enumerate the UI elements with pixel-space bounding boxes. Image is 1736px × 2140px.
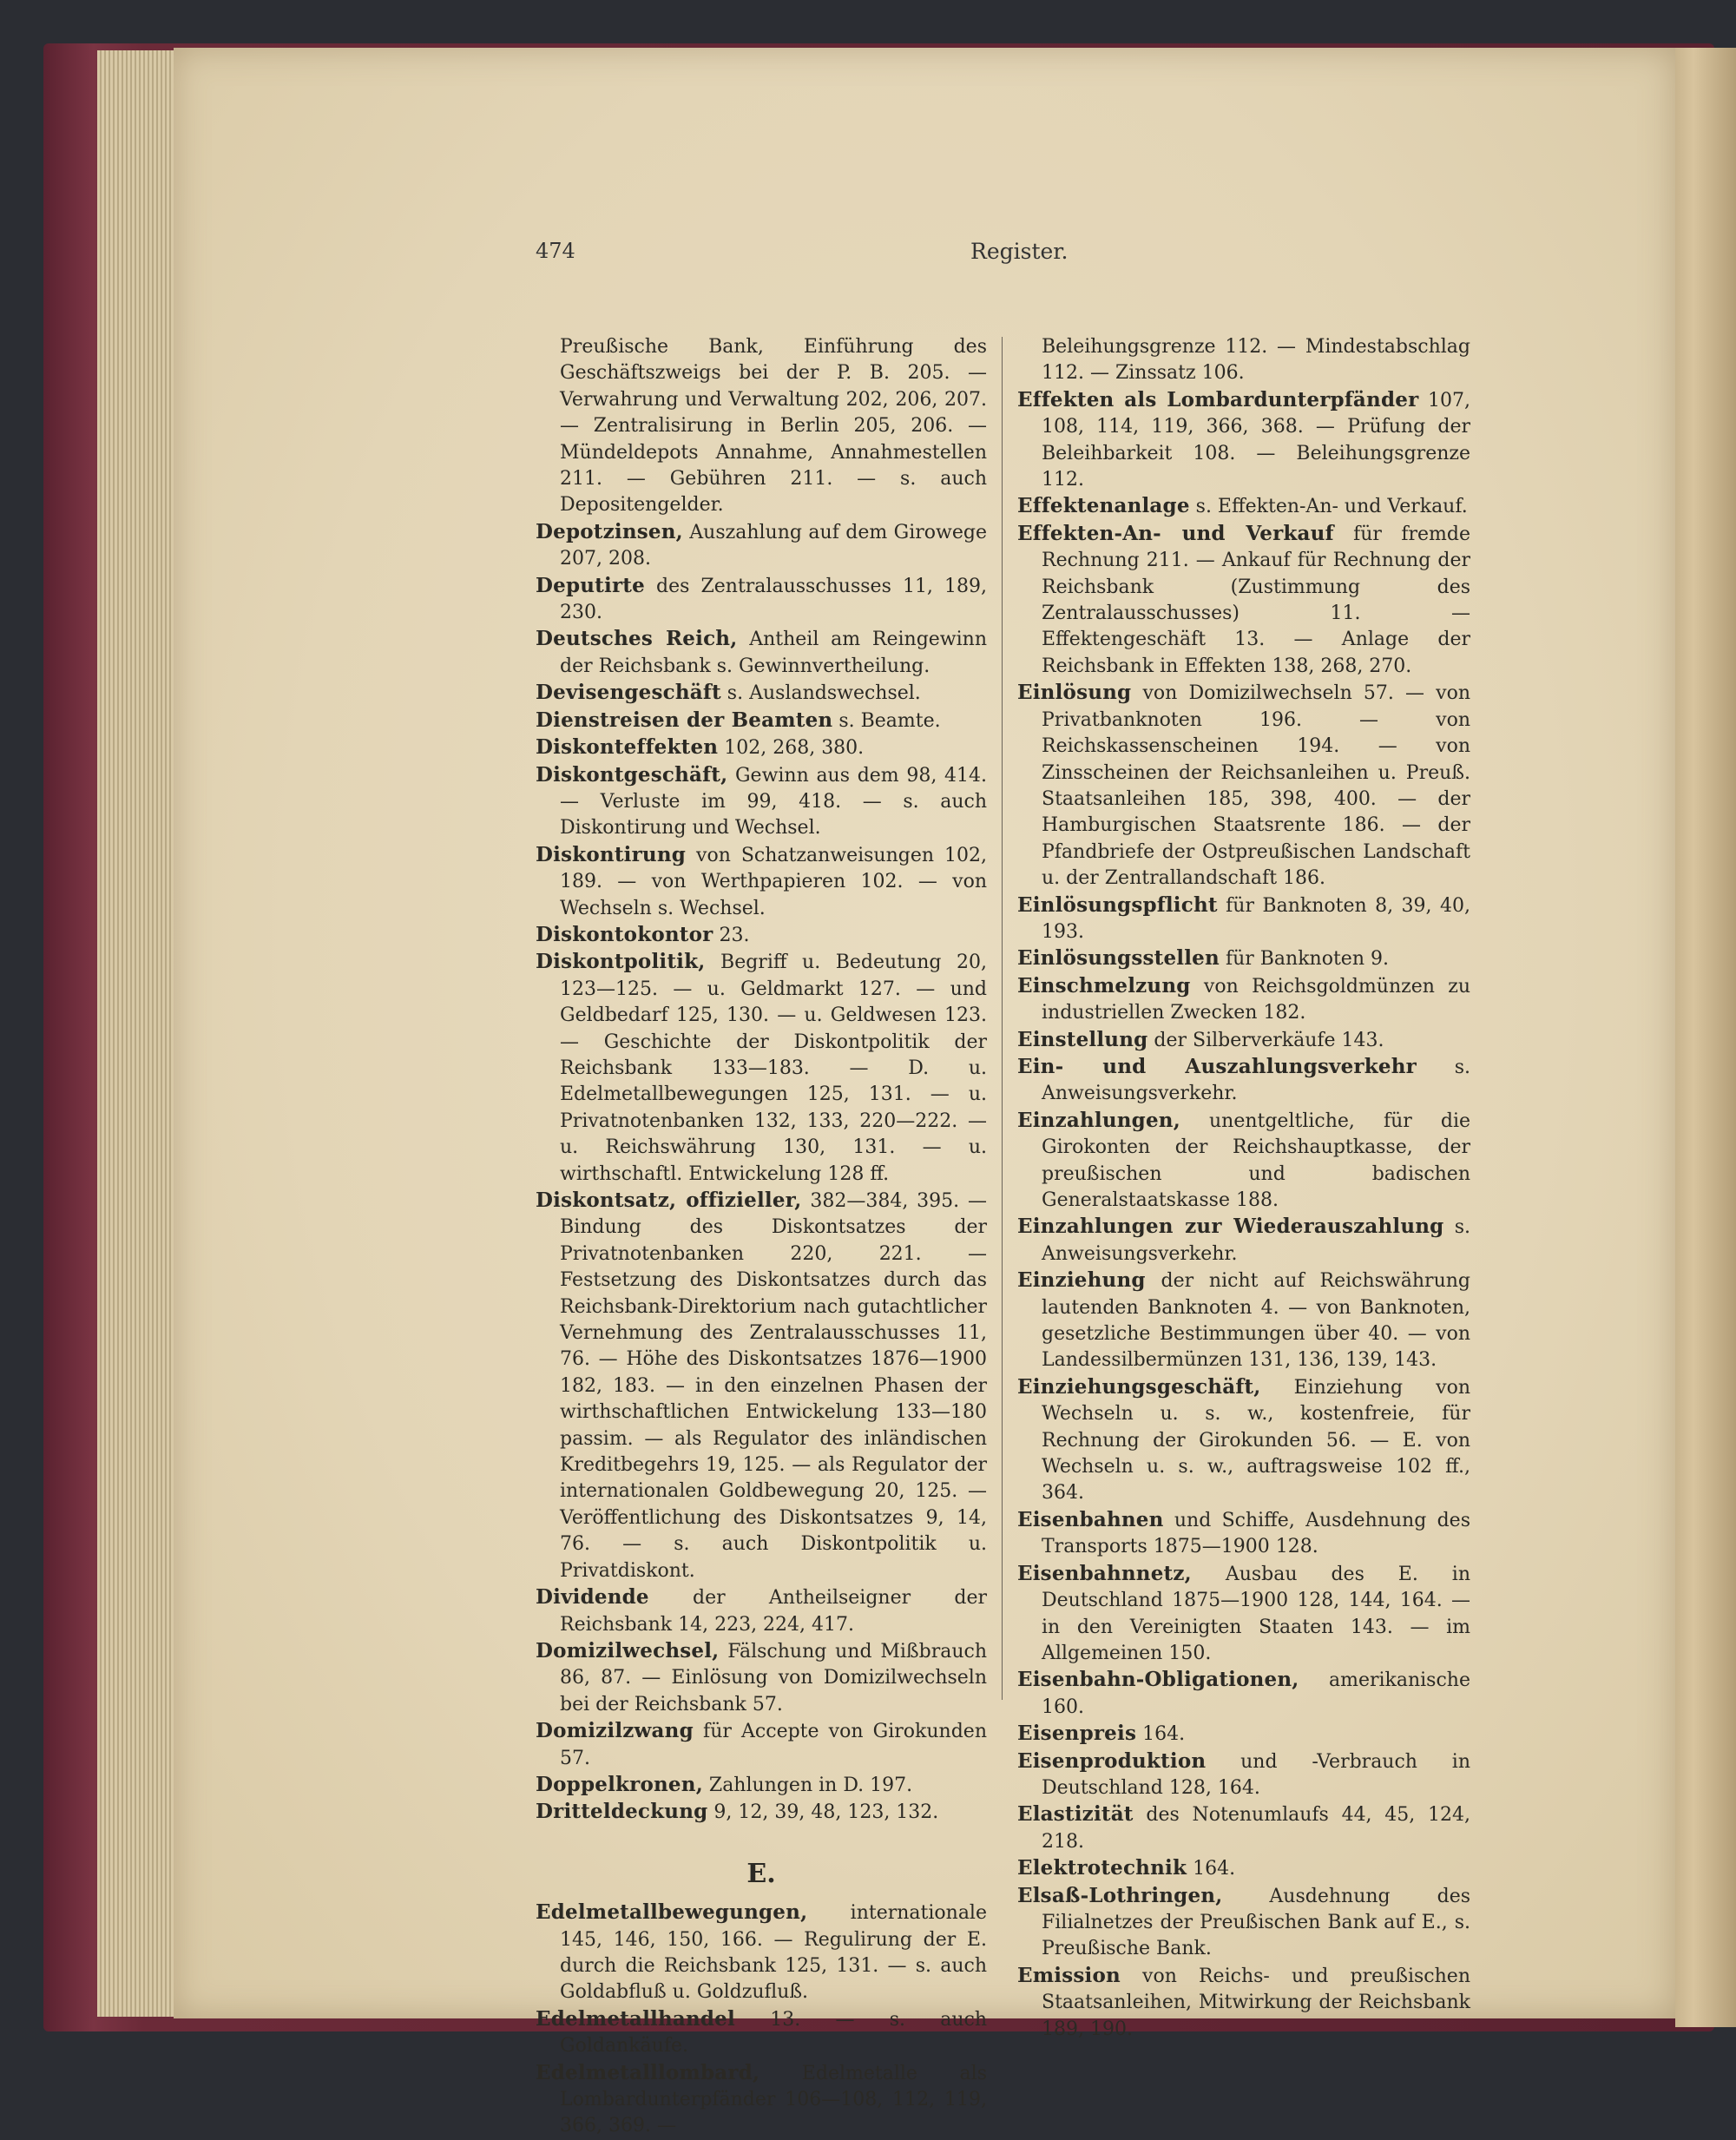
index-entry [536,949,987,1188]
entry-term: Diskontokontor [536,922,713,946]
index-entry [536,708,987,734]
index-entry [536,626,987,680]
entry-text: 23. [719,924,750,946]
entry-text: des Zentralausschusses 11, 189, 230. [560,575,987,624]
entry-text: Edelmetalle als Lombardunterpfänder 106—108, 112, 119, 366, 369. — [560,2062,987,2137]
entry-term: Domizilwechsel, [536,1638,720,1663]
entry-text: von Domizilwechseln 57. — von Privatbanknoten 196. — von Reichskassenscheinen 194. — von Zinsscheinen der Reichsanleihen u. Preuß. Staatsanleihen 185, 398, 400. — der Hamburgischen Staatsrente 186. — der Pfandbriefe der Ostpreußischen Landschaft u. der Zentrallandschaft 186. [1042,682,1470,890]
column-divider [1002,337,1003,1700]
entry-term: Elsaß-Lothringen, [1017,1883,1223,1907]
entry-term: Diskontirung [536,842,687,866]
entry-term: Effektenanlage [1017,494,1190,518]
entry-term: Diskontsatz, offizieller, [536,1189,802,1212]
entry-term: Depotzinsen, [536,519,683,543]
index-entry [1017,493,1470,520]
index-entry [536,2060,987,2140]
entry-text: Preußische Bank, Einführung des Geschäftszweigs bei der P. B. 205. — Verwahrung und Verwaltung 202, 206, 207. — Zentralisirung in Berlin 205, 206. — Mündeldepots Annahme, Annahmestellen 211. — Gebühren 211. — s. auch Depositengelder. [560,336,987,517]
entry-text: s. Auslandswechsel. [727,682,921,705]
index-entry [1017,1721,1470,1748]
entry-term: Ein- und Auszahlungsverkehr [1017,1054,1417,1078]
index-entry [1017,1027,1470,1054]
entry-text: für fremde Rechnung 211. — Ankauf für Rechnung der Reichsbank (Zustimmung des Zentralausschusses) 11. — Effektengeschäft 13. — Anlage der Reichsbank in Effekten 138, 268, 270. [1042,523,1471,677]
entry-text: von Schatzanweisungen 102, 189. — von Werthpapieren 102. — von Wechseln s. Wechsel. [560,844,987,919]
entry-term: Dritteldeckung [536,1800,708,1824]
entry-text: 107, 108, 114, 119, 366, 368. — Prüfung der Beleihbarkeit 108. — Beleihungsgrenze 112. [1042,389,1470,491]
entry-text: Zahlungen in D. 197. [708,1774,913,1796]
entry-term: Effekten als Lombardunterpfänder [1017,387,1419,412]
entry-text: für Banknoten 8, 39, 40, 193. [1042,894,1470,943]
entry-term: Edelmetalllombard, [536,2060,760,2084]
entry-text: 164. [1142,1723,1186,1746]
entry-term: Einziehung [1017,1268,1146,1293]
index-entry [536,1772,987,1799]
entry-term: Einzahlungen, [1017,1108,1180,1132]
entry-text: Beleihungsgrenze 112. — Mindestabschlag 112. — Zinssatz 106. [1042,336,1470,385]
index-entry [1017,521,1470,680]
entry-text: s. Anweisungsverkehr. [1042,1056,1470,1105]
entry-text: unentgeltliche, für die Girokonten der Reichshauptkasse, der preußischen und badischen Generalstaatskasse 188. [1042,1110,1471,1211]
index-entry [1017,973,1470,1027]
index-entry [536,842,987,922]
index-entry [536,2006,987,2060]
index-entry [536,1638,987,1718]
entry-term: Diskonteffekten [536,735,719,760]
index-entry [1017,334,1470,387]
entry-term: Diskontpolitik, [536,950,706,974]
entry-term: Elastizität [1017,1802,1134,1827]
index-entry [536,762,987,842]
index-entry [1017,1561,1470,1668]
entry-term: Eisenpreis [1017,1722,1137,1746]
index-entry [536,680,987,707]
facing-page-edge [1675,48,1736,2027]
entry-text: amerikanische 160. [1042,1669,1470,1718]
entry-term: Deputirte [536,573,645,597]
entry-text: 164. [1193,1858,1236,1880]
entry-term: Edelmetallhandel [536,2006,735,2031]
entry-term: Doppelkronen, [536,1772,703,1796]
entry-text: Gewinn aus dem 98, 414. — Verluste im 99, 418. — s. auch Diskontirung und Wechsel. [560,764,987,840]
entry-text: 13. — s. auch Goldankäufe. [560,2008,987,2058]
entry-text: und -Verbrauch in Deutschland 128, 164. [1042,1750,1470,1799]
index-entry [1017,1374,1470,1507]
index-entry [1017,1801,1470,1855]
index-entry [1017,1963,1470,2043]
entry-text: Ausdehnung des Filialnetzes der Preußischen Bank auf E., s. Preußische Bank. [1042,1885,1471,1960]
page-number: 474 [536,239,575,263]
entry-text: Einziehung von Wechseln u. s. w., kostenfreie, für Rechnung der Girokunden 56. — E. von Wechseln u. s. w., auftragsweise 102 ff., 364. [1042,1376,1471,1505]
entry-text: 9, 12, 39, 48, 123, 132. [713,1801,939,1824]
entry-term: Eisenproduktion [1017,1748,1207,1773]
entry-text: internationale 145, 146, 150, 166. — Regulirung der E. durch die Reichsbank 125, 131. — s. auch Goldabfluß u. Goldzufluß. [560,1902,987,2004]
index-entry [1017,1108,1470,1215]
entry-text: für Banknoten 9. [1225,948,1389,971]
entry-text: für Accepte von Girokunden 57. [560,1721,987,1769]
index-entry [536,922,987,949]
entry-text: 102, 268, 380. [724,737,865,760]
index-entry [536,1188,987,1584]
index-entry [536,334,987,519]
entry-text: s. Effekten-An- und Verkauf. [1195,496,1468,518]
running-head: Register. [970,239,1069,264]
entry-text: Ausbau des E. in Deutschland 1875—1900 128, 144, 164. — in den Vereinigten Staaten 143. — im Allgemeinen 150. [1042,1563,1470,1664]
entry-term: Edelmetallbewegungen, [536,1900,808,1925]
index-entry [536,1584,987,1638]
index-entry [1017,1883,1470,1963]
index-entry [1017,1667,1470,1721]
index-entry [1017,945,1470,972]
index-entry [536,573,987,627]
entry-term: Eisenbahnen [1017,1507,1164,1531]
index-entry [1017,1507,1470,1561]
entry-term: Einziehungsgeschäft, [1017,1374,1261,1399]
entry-text: Begriff u. Bedeutung 20, 123—125. — u. Geldmarkt 127. — und Geldbedarf 125, 130. — u. Geldwesen 123. — Geschichte der Diskontpolitik der Reichsbank 133—183. — D. u. Edelmetallbewegungen 125, 131. — u. Privatnotenbanken 132, 133, 220—222. — u. Reichswährung 130, 131. — u. wirthschaftl. Entwickelung 128 ff. [560,951,987,1185]
entry-text: und Schiffe, Ausdehnung des Transports 1875—1900 128. [1042,1509,1470,1558]
index-entry [1017,680,1470,892]
right-column [1017,334,1470,2043]
index-entry [1017,1855,1470,1882]
entry-term: Einstellung [1017,1027,1148,1051]
index-entry [536,1799,987,1826]
entry-text: Antheil am Reingewinn der Reichsbank s. Gewinnvertheilung. [560,629,988,677]
entry-term: Domizilzwang [536,1719,694,1743]
entry-term: Elektrotechnik [1017,1856,1187,1880]
entry-term: Eisenbahn-Obligationen, [1017,1668,1299,1692]
index-entry [536,1718,987,1772]
index-entry [1017,1268,1470,1374]
entry-text: s. Beamte. [838,709,941,732]
entry-term: Einschmelzung [1017,973,1191,998]
entry-term: Einzahlungen zur Wiederauszahlung [1017,1215,1444,1239]
entry-text: der Silberverkäufe 143. [1154,1029,1384,1051]
entry-term: Eisenbahnnetz, [1017,1561,1192,1585]
entry-term: Dienstreisen der Beamten [536,708,833,732]
index-entry [536,734,987,761]
index-entry [1017,1214,1470,1268]
entry-term: Einlösungsstellen [1017,946,1220,971]
left-column [536,334,987,2140]
index-entry [1017,892,1470,946]
entry-text: 382—384, 395. — Bindung des Diskontsatzes der Privatnotenbanken 220, 221. — Festsetzung des Diskontsatzes durch das Reichsbank-Direktorium nach gutachtlicher Vernehmung des Zentralausschusses 11, 76. — Höhe des Diskontsatzes 1876—1900 182, 183. — in den einzelnen Phasen der wirthschaftlichen Entwickelung 133—180 passim. — als Regulator des inländischen Kreditbegehrs 19, 125. — als Regulator der internationalen Goldbewegung 20, 125. — Veröffentlichung des Diskontsatzes 9, 14, 76. — s. auch Diskontpolitik u. Privatdiskont. [560,1190,987,1582]
entry-term: Deutsches Reich, [536,627,738,651]
entry-text: Auszahlung auf dem Girowege 207, 208. [560,521,987,570]
entry-text: der Antheilseigner der Reichsbank 14, 223, 224, 417. [560,1587,987,1636]
entry-term: Devisengeschäft [536,681,721,705]
entry-term: Einlösung [1017,681,1132,705]
index-entry [536,519,987,573]
entry-text: Fälschung und Mißbrauch 86, 87. — Einlösung von Domizilwechseln bei der Reichsbank 57. [560,1640,987,1715]
index-entry [1017,1054,1470,1108]
index-entry [1017,1748,1470,1802]
entry-term: Einlösungspflicht [1017,892,1218,917]
entry-term: Dividende [536,1585,649,1610]
index-entry [1017,387,1470,494]
section-letter: E. [746,1858,776,1889]
entry-term: Emission [1017,1963,1121,1987]
entry-text: von Reichs- und preußischen Staatsanleihen, Mitwirkung der Reichsbank 189, 190. [1042,1965,1470,2040]
entry-term: Effekten-An- und Verkauf [1017,521,1334,545]
entry-text: der nicht auf Reichswährung lautenden Banknoten 4. — von Banknoten, gesetzliche Bestimmungen über 40. — von Landessilbermünzen 131, 136, 139, 143. [1042,1270,1470,1372]
entry-text: des Notenumlaufs 44, 45, 124, 218. [1042,1804,1470,1853]
entry-text: von Reichsgoldmünzen zu industriellen Zwecken 182. [1042,975,1470,1024]
entry-term: Diskontgeschäft, [536,762,728,787]
index-entry [536,1900,987,2006]
entry-text: s. Anweisungsverkehr. [1042,1216,1471,1265]
